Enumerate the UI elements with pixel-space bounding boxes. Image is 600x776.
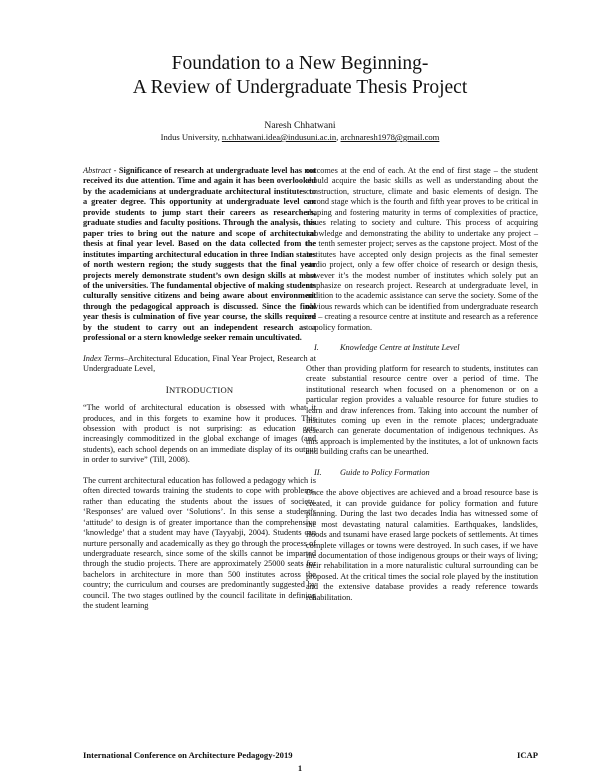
intro-quote: “The world of architectural education is obsessed with what it produces, and in this forgets to examine how it produces. This obsession with product is not surprising: as education gets increasingly commoditized in the global exchange of images (and students), each school depends on an immediate display of its output in order to survive” (Till, 2008).	[83, 403, 316, 465]
left-column	[83, 166, 316, 612]
subsection-heading-2	[306, 468, 538, 478]
subsection-2-title: Guide to Policy Formation	[340, 467, 430, 477]
subsection-1-number: I.	[314, 343, 319, 353]
title-line-1: Foundation to a New Beginning-	[171, 53, 429, 74]
heading-rest: NTRODUCTION	[169, 384, 234, 395]
intro-paragraph: The current architectural education has followed a pedagogy which is often directed towards training the students to cope with problems, rather than educating the students about the issues of society. ‘Responses’ are valued over ‘Solutions’. In this sense a student’s ‘attitude’ to design is of greater importance than the comprehensive ‘knowledge’ that a student may have (Tayyabji, 2004). Students can nurture personally and academically as they go through the process of undergraduate research, since some of the skills cannot be imparted through the studio projects. There are approximately 25000 seats for bachelors in architecture in more than 500 institutes across the country; the curriculum and courses are predominantly suggested by council. The two stages outlined by the council facilitate in defining the student learning	[83, 475, 316, 611]
email-link-2[interactable]: archnaresh1978@gmail.com	[340, 132, 440, 142]
subsection-heading-1	[306, 343, 538, 353]
affiliation-text: Indus University,	[160, 132, 222, 142]
author-affiliation	[0, 132, 600, 143]
author-name: Naresh Chhatwani	[264, 120, 336, 131]
subsection-2-text: Once the above objectives are achieved and a broad resource base is created, it can provide guidance for policy formation and future planning. During the last two decades India has witnessed some of the most devastating natural calamities. Earthquakes, landslides, floods and tsunami have erased large pockets of settlements. At times complete villages or towns were destroyed. In such cases, if we have the documentation of those indigenous groups or their ways of living; their rehabilitation in a more naturalistic cultural surrounding can be proposed. At the critical times the social role played by the institution and the extensive database provides a ready reference towards rehabilitation.	[306, 488, 538, 602]
footer-conference: International Conference on Architecture Pedagogy-2019	[83, 750, 293, 760]
subsection-2-number: II.	[314, 467, 322, 477]
heading-initial: I	[165, 385, 170, 396]
page-number: 1	[297, 763, 303, 773]
section-heading-introduction	[83, 385, 316, 396]
abstract-text: Significance of research at undergraduate level has not received its due attention. Time and again it has been overlooked by the academicians at undergraduate architectural institutes to a greater degree. This opportunity at undergraduate level can provide students to jump start their careers as researchers, graduate studies and faculty positions. Through the analysis, this paper tries to bring out the nature and scope of architectural thesis at final year level. Based on the data collected from the institutes imparting architectural education in three Indian states of north western region; the study suggests that the final year projects merely demonstrate student’s own design skills at most of the universities. The fundamental objective of making students culturally sensitive citizens and being aware about environment through the pedagogical approach is discussed. Since the final year thesis is culmination of five year course, the skills required by the student to carry out an independent research as a professional or a stern knowledge seeker remain uncultivated.	[83, 166, 316, 343]
email-link-1[interactable]: n.chhatwani.idea@indusuni.ac.in	[221, 132, 337, 142]
affiliation-separator: ,	[336, 132, 341, 142]
paper-title	[0, 52, 600, 100]
title-line-2: A Review of Undergraduate Thesis Project	[132, 77, 468, 98]
subsection-1-text: Other than providing platform for research to students, institutes can create substantial resource centre over a period of time. The institutional research when focused on a phenomenon or on a particular region provides a valuable resource for future studies to learn and draw inferences from. Taking into account the number of institutes coming up even in the remote places; undergraduate research can generate documentation of indigenous techniques. As this approach is implemented by the institutes, a lot of unknown facts and building crafts can be unearthed.	[306, 363, 538, 457]
subsection-1-title: Knowledge Centre at Institute Level	[340, 343, 460, 353]
index-terms-text: –Architectural Education, Final Year Project, Research at Undergraduate Level,	[83, 353, 317, 374]
index-terms	[83, 354, 316, 375]
abstract	[83, 166, 316, 344]
index-terms-label: Index Terms	[83, 353, 124, 363]
continuation-paragraph: outcomes at the end of each. At the end of first stage – the student should acquire the basic skills as well as understanding about the construction, structure, climate and basic elements of design. The second stage which is the fourth and fifth year proves to be critical in shaping and fostering maturity in terms of complexities of practice, issues relating to society and culture. This process of acquiring knowledge and demonstrating the ability to undertake any project – the tenth semester project; serves as the capstone project. Most of the institutes have accepted only design projects as the final semester studio project, only a few offer choice of research or design thesis, however it’s the modest number of institutes which solely put an emphasize on research project. Research at undergraduate level, in addition to the academic assistance can serve the society. Some of the obvious rewards which can be identified from undergraduate research are – creating a resource centre at institute and research as a reference to policy formation.	[306, 166, 538, 332]
footer-acronym: ICAP	[517, 750, 539, 760]
abstract-label: Abstract -	[83, 166, 119, 175]
right-column	[306, 166, 538, 603]
